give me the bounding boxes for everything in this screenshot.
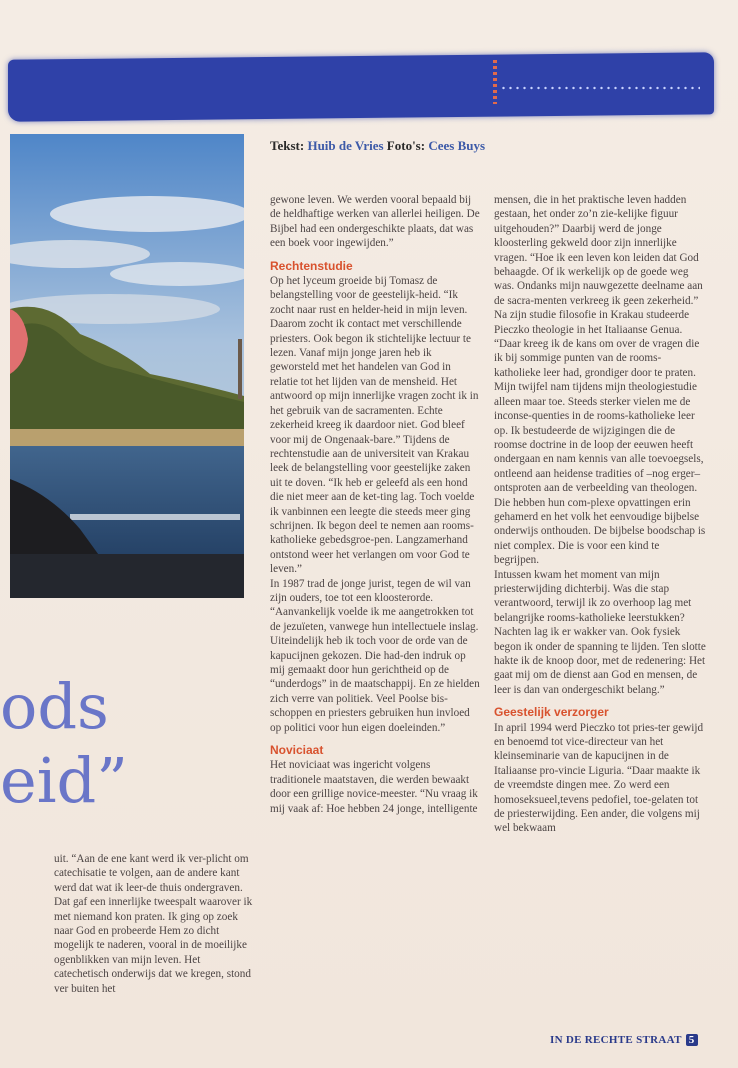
text-column-left (54, 852, 254, 996)
headline-line-1: ods (0, 670, 109, 743)
paragraph: mensen, die in het praktische leven hadden gestaan, het onder zo’n zie-kelijke figuur uitgehouden?” Daarbij werd de jonge kloosterling gekweld door zijn innerlijke vragen. “Hoe ik een leven kon leiden dat God behaagde. Of ik werkelijk op de goede weg was. Ondanks mijn nauwgezette deelname aan de sacra-menten verkreeg ik geen zekerheid.” Na zijn studie filosofie in Krakau studeerde Pieczko theologie in het Italiaanse Genua. “Daar kreeg ik de kans om over de vragen die ik bij sommige punten van de rooms-katholieke leer had, grondiger door te praten. Mijn twijfel nam tijdens mijn theologiestudie alleen maar toe. Steeds sterker vielen me de inconse-quenties in de rooms-katholieke leer op. Ik bestudeerde de wijzigingen die de roomse doctrine in de loop der eeuwen heeft ondergaan en nam kennis van alle toevoegsels, ontleend aan heidense tradities of –nog erger– ontsproten aan de verbeelding van theologen. Die hebben hun com-plexe opvattingen erin gehamerd en het volk het eenvoudige bijbelse onderwijs onthouden. De bijbelse boodschap is niet complex. Die is voor een kind te begrijpen. (494, 194, 706, 567)
section-heading-rechtenstudie: Rechtenstudie (270, 258, 353, 273)
paragraph: Op het lyceum groeide bij Tomasz de belangstelling voor de geestelijk-heid. “Ik zocht naar rust en helder-heid in mijn leven. Daarom zocht ik contact met verschillende priesters. Ook begon ik stichtelijke lectuur te lezen. Vanaf mijn jonge jaren heb ik geworsteld met het handelen van God in relatie tot het lijden van de mensheid. Het antwoord op mijn innerlijke vragen zocht ik in het gebruik van de sacramenten. Echte zekerheid kreeg ik daardoor niet. God bleef voor mij de Ongenaak-bare.” Tijdens de rechtenstudie aan de universiteit van Krakau leek de belangstelling voor geestelijke zaken uit te doven. “Ik heb er geleefd als een hond die niet meer aan de ket-ting lag. Toch voelde ik vanbinnen een leegte die steeds meer ging schrijnen. Ik begon deel te nemen aan rooms-katholieke gebedsgroe-pen. Langzamerhand ontstond weer het verlangen om voor God te leven.” (270, 275, 479, 576)
photo-label: Foto's: (386, 138, 426, 153)
landscape-photo (10, 134, 244, 598)
text-column-right (494, 193, 706, 836)
headline-line-2: eid” (0, 744, 128, 817)
paragraph: uit. “Aan de ene kant werd ik ver-plicht om catechisatie te volgen, aan de andere kant werd dat wat ik leer-de thuis ondergraven. Dat gaf een innerlijke tweespalt waarover ik met niemand kon praten. Ik ging op zoek naar God en probeerde Hem zo dicht mogelijk te naderen, vooral in de moeilijke ogenblikken van mijn leven. Het catechetisch onderwijs dat we kregen, stond ver buiten het (54, 853, 253, 995)
section-heading-noviciaat: Noviciaat (270, 743, 324, 758)
paragraph: gewone leven. We werden vooral bepaald bij de heldhaftige werken van allerlei heiligen. De Bijbel had een ondergeschikte plaats, dat was een boek voor ingewijden.” (270, 194, 480, 250)
photo-author: Cees Buys (428, 138, 486, 153)
paragraph: In april 1994 werd Pieczko tot pries-ter gewijd en benoemd tot vice-directeur van het kleinseminarie van de kapucijnen in de Italiaanse pro-vincie Liguria. “Daar maakte ik de vreemdste dingen mee. Zo werd een homoseksueel,tevens pedofiel, toe-gelaten tot de priesterwijding. Een ander, die volgens mij wel bekwaam (494, 721, 704, 835)
paragraph: In 1987 trad de jonge jurist, tegen de wil van zijn ouders, toe tot een kloosterorde. “Aanvankelijk voelde ik me aangetrokken tot de jezuïeten, vanwege hun intellectuele inslag. Uiteindelijk heb ik toch voor de orde van de kapucijnen gekozen. Die had-den indruk op mij gemaakt door hun gerichtheid op de “underdogs” in de maatschappij. En ze hielden zich verre van politiek. Veel Poolse bis-schoppen en priesters gebruiken hun invloed op politici voor hun eigen doeleinden.” (270, 577, 480, 734)
page-footer (550, 1034, 698, 1046)
band-dotted-line (500, 85, 700, 91)
band-marker-dashes (493, 60, 497, 104)
magazine-title: IN DE RECHTE STRAAT (550, 1034, 682, 1046)
headline-fragment (0, 670, 128, 818)
page-number: 5 (686, 1034, 698, 1046)
section-heading-geestelijk-verzorger: Geestelijk verzorger (494, 705, 609, 720)
paragraph: Het noviciaat was ingericht volgens traditionele maatstaven, die werden bewaakt door een grillige novice-meester. “Nu vraag ik mij vaak af: Hoe hebben 24 jonge, intelligente (270, 759, 478, 815)
text-column-middle (270, 193, 480, 816)
text-label: Tekst: (270, 138, 305, 153)
paragraph: Intussen kwam het moment van mijn priesterwijding dichterbij. Was die stap verantwoord, terwijl ik zo overhoop lag met belangrijke rooms-katholieke leerstukken? Nachten lag ik er wakker van. Ook fysiek begon ik onder de spanning te lijden. Ten slotte hakte ik de knoop door, met de redenering: Het gaat mij om de dienst aan God en mensen, de leer is dan van ondergeschikt belang.” (494, 568, 706, 696)
text-author: Huib de Vries (307, 138, 384, 153)
credits-line (270, 138, 485, 154)
